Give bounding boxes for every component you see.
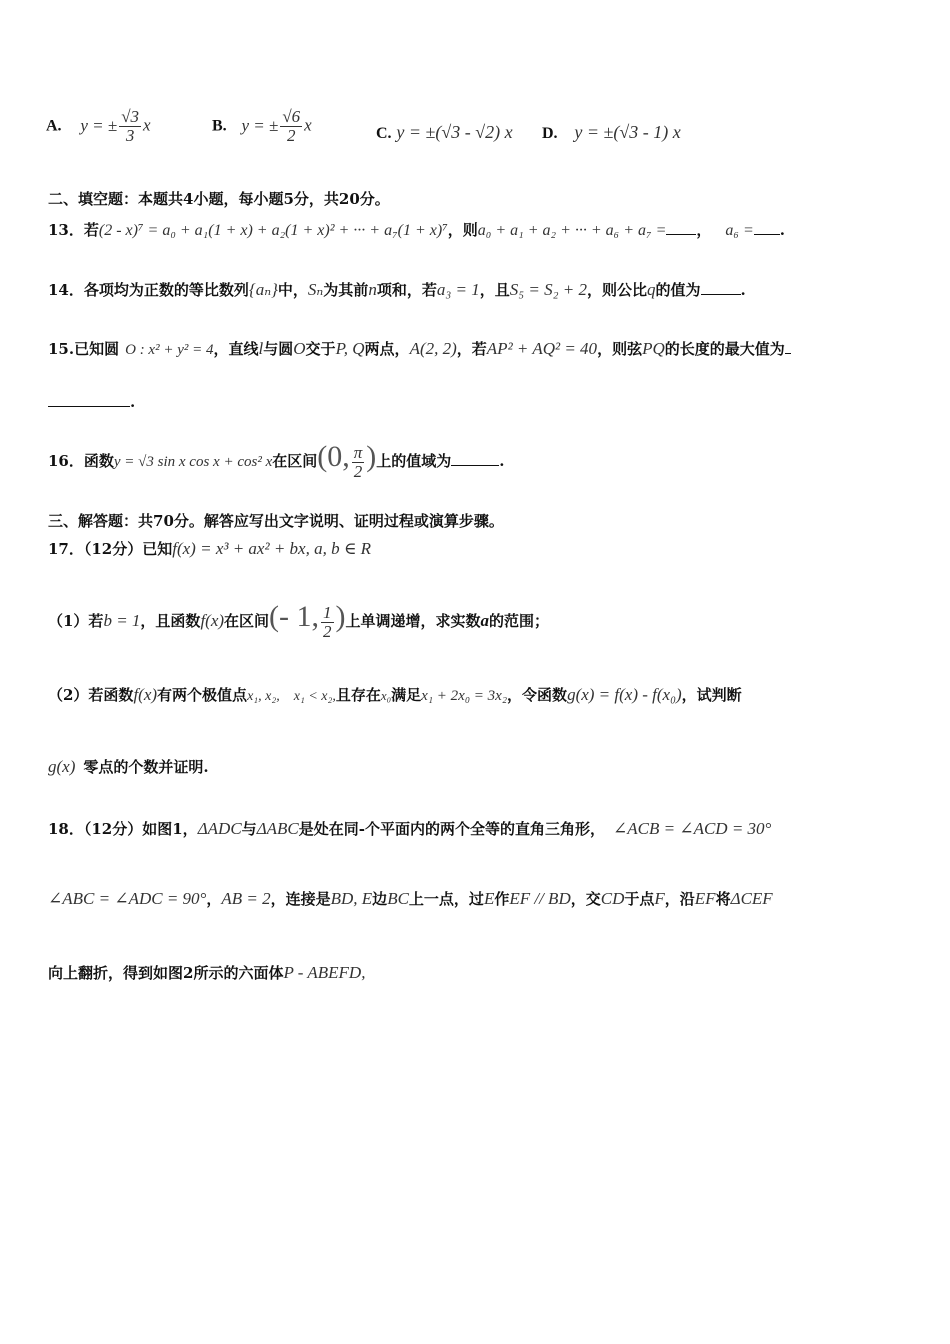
option-c: C. y = ±(√3 - √2) x bbox=[376, 122, 513, 142]
answer-blank bbox=[48, 392, 130, 407]
answer-blank bbox=[451, 451, 499, 466]
question-17: 17．（12分）已知f(x) = x³ + ax² + bx, a, b ∈ R bbox=[48, 539, 372, 558]
question-17-part-2: （2）若函数f(x)有两个极值点x₁, x₂, x₁ < x₂,且存在x₀满足x₁ + 2x₀ = 3x₂，令函数g(x) = f(x) - f(x₀)，试判断 bbox=[48, 685, 742, 704]
fraction: $\frac{√6}{2}$ bbox=[282, 107, 301, 145]
section-heading-fill-in: 二、填空题：本题共4小题，每小题5分，共20分。 bbox=[48, 190, 390, 208]
option-a: A. y = ± $\frac{√3}{3}$ x bbox=[46, 107, 151, 145]
question-15: 15.已知圆 O : x² + y² = 4，直线l与圆O交于P, Q两点，A(2, 2)，若AP² + AQ² = 40，则弦PQ的长度的最大值为 bbox=[48, 338, 791, 359]
answer-blank bbox=[785, 339, 791, 354]
fraction: $\frac{√3}{3}$ bbox=[121, 107, 140, 145]
question-18: 18．（12分）如图1，ΔADC与ΔABC是处在同-个平面内的两个全等的直角三角形， ∠ACB = ∠ACD = 30° bbox=[48, 819, 772, 838]
fraction: $\frac{1}{2}$ bbox=[323, 602, 332, 641]
option-b: B. y = ± $\frac{√6}{2}$ x bbox=[212, 107, 312, 145]
question-17-part-2-continuation: g(x) 零点的个数并证明. bbox=[48, 757, 209, 776]
question-18-line-2: ∠ABC = ∠ADC = 90°，AB = 2，连接是BD, E边BC上一点，过E作EF // BD，交CD于点F，沿EF将ΔCEF bbox=[48, 889, 773, 908]
answer-blank bbox=[754, 220, 780, 235]
answer-blank bbox=[666, 220, 696, 235]
question-13: 13．若(2 - x)⁷ = a₀ + a₁(1 + x) + a₂(1 + x)² + ··· + a₇(1 + x)⁷，则a₀ + a₁ + a₂ + ··· + a₆ + a₇ = ， a₆ = . bbox=[48, 221, 785, 239]
question-15-continuation: . bbox=[48, 392, 135, 411]
question-16: 16．函数y = √3 sin x cos x + cos² x在区间(0, $\frac{\pi}{2}$ )上的值域为 . bbox=[48, 440, 505, 481]
section-heading-solutions: 三、解答题：共70分。解答应写出文字说明、证明过程或演算步骤。 bbox=[48, 512, 504, 530]
question-17-part-1: （1）若b = 1，且函数f(x)在区间(- 1, $\frac{1}{2}$ )上单调递增，求实数a的范围； bbox=[48, 600, 550, 641]
option-d: D. y = ±(√3 - 1) x bbox=[542, 122, 681, 142]
question-14: 14．各项均为正数的等比数列{aₙ}中，Sₙ为其前n项和，若a₃ = 1，且S₅ = S₂ + 2，则公比q的值为 . bbox=[48, 280, 746, 299]
fraction: $\frac{\pi}{2}$ bbox=[353, 442, 363, 481]
question-18-line-3: 向上翻折，得到如图2所示的六面体P - ABEFD, bbox=[48, 963, 366, 982]
answer-blank bbox=[701, 280, 741, 295]
